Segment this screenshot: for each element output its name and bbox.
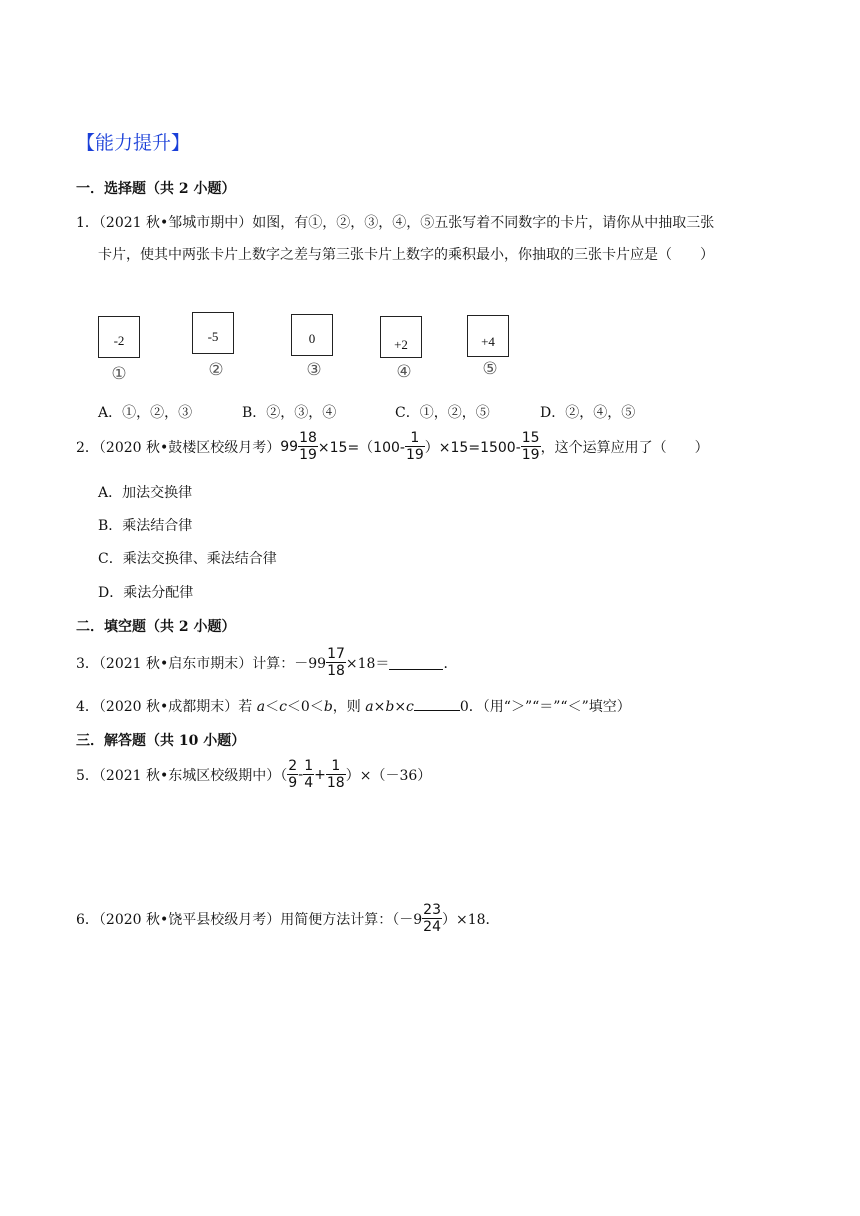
q1-line2: 卡片，使其中两张卡片上数字之差与第三张卡片上数字的乘积最小，你抽取的三张卡片应是（ ） — [98, 247, 714, 263]
q2-option-c: C．乘法交换律、乘法结合律 — [98, 551, 277, 567]
card-2-label: ② — [208, 360, 224, 380]
q2-f1-den: 19 — [299, 447, 317, 463]
q4-lt-1: ＜ — [265, 699, 280, 715]
q3-suffix: ×18＝ — [345, 655, 390, 672]
q2-fraction-3 — [521, 430, 541, 463]
card-3-label: ③ — [306, 360, 322, 380]
q5-f2-den: 4 — [304, 775, 314, 791]
q6-fraction — [422, 902, 442, 935]
q1-option-a: A．①，②，③ — [98, 405, 193, 421]
q3-num: 17 — [327, 646, 345, 662]
q4-var-c2: c — [406, 699, 414, 715]
q5-minus: - — [298, 766, 304, 783]
q6-prefix: 6．（2020 秋•饶平县校级月考）用简便方法计算：（－9 — [76, 911, 423, 928]
card-3 — [291, 314, 333, 356]
q6-num: 23 — [423, 902, 441, 918]
card-5 — [467, 315, 509, 357]
q2-prefix: 2．（2020 秋•鼓楼区校级月考） — [76, 439, 281, 456]
section-title-solve: 三．解答题（共 10 小题） — [76, 733, 246, 749]
q5-f2-num: 1 — [304, 758, 314, 774]
card-3-value: 0 — [308, 331, 316, 346]
q6-suffix: ）×18． — [441, 911, 500, 928]
q4-var-a: a — [256, 699, 266, 715]
q2-fraction-2 — [405, 430, 425, 463]
q4-times-2: × — [394, 699, 407, 715]
q3-end: ． — [443, 655, 458, 672]
q1-option-c: C．①，②，⑤ — [395, 405, 490, 421]
q5-f1-den: 9 — [288, 775, 298, 791]
q3-prefix: 3．（2021 秋•启东市期末）计算：－99 — [76, 655, 327, 672]
q6-line — [76, 902, 500, 935]
card-4 — [380, 316, 422, 358]
card-1 — [98, 316, 140, 358]
q1-option-d: D．②，④，⑤ — [540, 405, 636, 421]
card-2-value: -5 — [207, 329, 219, 344]
q4-text-4: 0．（用“＞”“＝”“＜”填空） — [459, 699, 631, 715]
q4-text-1: 4．（2020 秋•成都期末）若 — [76, 699, 257, 715]
q2-suffix: ，这个运算应用了（ ） — [540, 439, 709, 456]
q4-var-b: b — [323, 699, 333, 715]
q2-f2-den: 19 — [405, 447, 424, 463]
q4-text-3: ，则 — [332, 699, 366, 715]
q1-option-b: B．②，③，④ — [242, 405, 337, 421]
q4-var-b2: b — [385, 699, 395, 715]
q5-line — [76, 758, 431, 791]
card-5-value: +4 — [481, 334, 495, 349]
q1-line1: 1．（2021 秋•邹城市期中）如图，有①，②，③，④，⑤五张写着不同数字的卡片，请你从中抽取三张 — [76, 215, 715, 231]
card-2 — [192, 312, 234, 354]
q2-option-b: B．乘法结合律 — [98, 518, 193, 534]
section-title-fill: 二．填空题（共 2 小题） — [76, 619, 236, 635]
q3-answer-blank — [389, 656, 443, 670]
q5-f3-den: 18 — [326, 775, 345, 791]
q2-line — [76, 430, 709, 463]
q3-line — [76, 646, 457, 679]
q6-den: 24 — [423, 919, 441, 935]
q2-f3-den: 19 — [521, 447, 540, 463]
q5-prefix: 5．（2021 秋•东城区校级期中）（ — [76, 767, 288, 784]
card-4-label: ④ — [396, 362, 412, 382]
section-title-choice: 一．选择题（共 2 小题） — [76, 181, 236, 197]
q2-fraction-1 — [298, 430, 318, 463]
q4-var-c: c — [279, 699, 287, 715]
q4-answer-blank — [414, 697, 460, 711]
q4-times-1: × — [373, 699, 386, 715]
q5-fraction-1 — [287, 758, 298, 791]
card-4-value: +2 — [394, 337, 408, 352]
q2-option-a: A．加法交换律 — [98, 485, 193, 501]
q2-f1-num: 18 — [299, 430, 317, 446]
q4-text-2: ＜0＜ — [286, 699, 324, 715]
q2-text-2: ）×15=1500- — [424, 439, 521, 456]
q3-den: 18 — [327, 663, 345, 679]
q2-whole: 99 — [280, 438, 299, 455]
q2-f2-num: 1 — [405, 430, 425, 447]
card-1-value: -2 — [113, 333, 125, 348]
q3-fraction — [326, 646, 346, 679]
q2-f3-num: 15 — [521, 430, 540, 446]
q2-option-d: D．乘法分配律 — [98, 585, 194, 601]
q5-fraction-3 — [326, 758, 346, 791]
section-heading: 【能力提升】 — [76, 132, 191, 154]
q5-f3-num: 1 — [326, 758, 346, 775]
card-5-label: ⑤ — [482, 359, 498, 379]
card-1-label: ① — [111, 364, 127, 384]
q2-text-1: ×15=（100- — [317, 439, 405, 456]
q4-line — [76, 696, 631, 716]
q4-var-a2: a — [365, 699, 374, 715]
q5-fraction-2 — [303, 758, 314, 791]
q5-f1-num: 2 — [288, 758, 298, 774]
q5-plus: + — [314, 766, 326, 783]
q5-suffix: ）×（－36） — [345, 767, 432, 784]
